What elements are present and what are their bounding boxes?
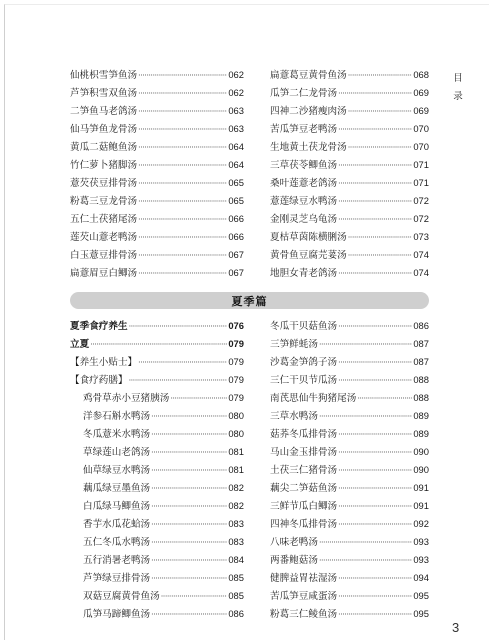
toc-entry[interactable] [70,605,244,623]
toc-leader-dots [161,588,228,606]
toc-leader-dots [151,462,227,480]
toc-entry[interactable] [270,192,429,210]
toc-entry-page: 062 [228,87,244,98]
toc-entry[interactable] [270,138,429,156]
toc-entry[interactable] [70,551,244,569]
toc-entry-page: 095 [413,608,429,619]
toc-leader-dots [138,354,227,372]
toc-entry-page: 076 [228,320,244,331]
toc-entry-page: 079 [228,338,244,349]
toc-entry-title: 立夏 [70,339,90,350]
toc-entry[interactable] [70,443,244,461]
toc-entry-page: 089 [413,410,429,421]
toc-entry[interactable] [270,174,429,192]
toc-leader-dots [338,121,412,139]
toc-entry-title: 三仁干贝节瓜汤 [270,375,338,386]
toc-leader-dots [338,85,412,103]
toc-entry[interactable] [270,533,429,551]
toc-leader-dots [151,606,227,624]
toc-entry-title: 五仁冬瓜水鸭汤 [83,537,151,548]
toc-entry[interactable] [270,551,429,569]
toc-leader-dots [348,229,413,247]
toc-leader-dots [129,318,228,336]
toc-entry-title: 两番鲍菇汤 [270,555,318,566]
toc-entry-title: 五行消暑老鸭汤 [83,555,151,566]
toc-column-top-left [70,66,244,282]
toc-entry-title: 桑叶莲薏老鸽汤 [270,178,338,189]
toc-entry[interactable] [70,335,244,353]
toc-entry[interactable] [70,353,244,371]
toc-leader-dots [338,606,412,624]
toc-entry-page: 073 [413,231,429,242]
toc-entry-title: 白玉薏豆排骨汤 [70,250,138,261]
toc-entry[interactable] [70,569,244,587]
toc-entry-title: 莲芡山薏老鸭汤 [70,232,138,243]
toc-entry-page: 063 [228,123,244,134]
toc-entry[interactable] [270,497,429,515]
toc-entry-title: 仙桃枳雪笋鱼汤 [70,70,138,81]
toc-entry-page: 090 [413,446,429,457]
toc-entry-title: 马山金玉排骨汤 [270,447,338,458]
toc-entry[interactable] [270,317,429,335]
toc-leader-dots [319,408,412,426]
toc-entry-title: 芦笋积雪双鱼汤 [70,88,138,99]
toc-entry-title: 冬瓜薏米水鸭汤 [83,429,151,440]
toc-entry-title: 粉葛三豆龙骨汤 [70,196,138,207]
toc-entry-page: 069 [413,87,429,98]
toc-leader-dots [138,175,227,193]
toc-leader-dots [138,121,227,139]
toc-entry-title: 草绿莲山老鸽汤 [83,447,151,458]
toc-entry-title: 生地黄土茯龙骨汤 [270,142,347,153]
toc-entry[interactable] [70,228,244,246]
toc-entry[interactable] [270,569,429,587]
toc-entry-page: 063 [228,105,244,116]
toc-entry-title: 三笋鲜蚝汤 [270,339,318,350]
toc-entry-title: 【养生小贴士】 [70,357,138,368]
toc-entry-page: 094 [413,572,429,583]
toc-entry-title: 藕瓜绿豆墨鱼汤 [83,483,151,494]
toc-leader-dots [319,552,412,570]
toc-entry-page: 067 [228,267,244,278]
toc-entry-title: 冬瓜干贝菇鱼汤 [270,321,338,332]
toc-leader-dots [138,229,227,247]
toc-entry-page: 070 [413,123,429,134]
toc-column-bottom-right [270,317,429,623]
toc-entry-page: 072 [413,195,429,206]
toc-column-top-right [270,66,429,282]
toc-entry-page: 068 [413,69,429,80]
toc-entry[interactable] [70,120,244,138]
toc-entry-title: 香芋水瓜花蛤汤 [83,519,151,530]
toc-entry-page: 081 [228,446,244,457]
page-number: 3 [452,620,460,635]
toc-entry-title: 黄骨鱼豆腐芫荽汤 [270,250,347,261]
toc-leader-dots [138,193,227,211]
toc-leader-dots [338,193,412,211]
toc-leader-dots [151,534,227,552]
toc-entry[interactable] [270,102,429,120]
toc-entry[interactable] [70,461,244,479]
toc-entry[interactable] [270,210,429,228]
toc-entry-page: 088 [413,392,429,403]
toc-entry[interactable] [70,533,244,551]
toc-leader-dots [138,103,227,121]
toc-leader-dots [348,67,413,85]
toc-entry-title: 健脾益胃祛湿汤 [270,573,338,584]
toc-entry-page: 085 [228,572,244,583]
toc-entry[interactable] [70,156,244,174]
toc-entry-page: 071 [413,177,429,188]
section-header-summer [70,292,429,309]
toc-entry[interactable] [270,264,429,282]
toc-entry-title: 扁薏眉豆白鲫汤 [70,268,138,279]
toc-entry[interactable] [270,587,429,605]
toc-entry-title: 仙草绿豆水鸭汤 [83,465,151,476]
toc-entry[interactable] [270,479,429,497]
toc-entry-title: 夏季食疗养生 [70,321,128,332]
side-tab-contents [452,70,464,106]
toc-entry[interactable] [270,353,429,371]
toc-entry-page: 074 [413,267,429,278]
toc-entry-title: 竹仁萝卜猪脚汤 [70,160,138,171]
toc-entry-title: 粉葛三仁鲮鱼汤 [270,609,338,620]
toc-entry-page: 067 [228,249,244,260]
toc-leader-dots [138,265,227,283]
toc-entry-page: 086 [413,320,429,331]
toc-entry-title: 二笋鱼马老鸽汤 [70,106,138,117]
toc-entry[interactable] [70,317,244,335]
toc-entry[interactable] [270,407,429,425]
toc-leader-dots [151,552,227,570]
toc-entry[interactable] [70,479,244,497]
toc-entry[interactable] [70,587,244,605]
toc-leader-dots [151,498,227,516]
toc-entry-page: 064 [228,141,244,152]
toc-entry-page: 093 [413,554,429,565]
toc-entry-page: 070 [413,141,429,152]
toc-entry[interactable] [70,515,244,533]
toc-entry-title: 三草茯苓鲫鱼汤 [270,160,338,171]
toc-leader-dots [338,175,412,193]
toc-entry-title: 三草水鸭汤 [270,411,318,422]
toc-entry-title: 扁薏葛豆黄骨鱼汤 [270,70,347,81]
toc-entry-page: 086 [228,608,244,619]
toc-entry[interactable] [270,371,429,389]
toc-entry-page: 095 [413,590,429,601]
toc-entry[interactable] [70,371,244,389]
toc-entry-title: 苦瓜笋豆老鸭汤 [270,124,338,135]
toc-entry-title: 薏莲绿豆水鸭汤 [270,196,338,207]
toc-entry-page: 066 [228,231,244,242]
toc-entry-page: 089 [413,428,429,439]
toc-entry-page: 080 [228,428,244,439]
toc-entry-title: 金刚灵芝乌龟汤 [270,214,338,225]
toc-leader-dots [151,426,227,444]
toc-entry-page: 091 [413,500,429,511]
toc-leader-dots [338,462,412,480]
toc-entry[interactable] [270,228,429,246]
toc-entry[interactable] [270,443,429,461]
toc-entry[interactable] [270,156,429,174]
toc-leader-dots [170,390,227,408]
toc-entry-title: 芦笋绿豆排骨汤 [83,573,151,584]
toc-entry-page: 080 [228,410,244,421]
toc-entry-page: 069 [413,105,429,116]
toc-entry-title: 八味老鸭汤 [270,537,318,548]
toc-entry[interactable] [70,246,244,264]
toc-entry-title: 瓜笋马蹄鲫鱼汤 [83,609,151,620]
toc-entry[interactable] [270,389,429,407]
toc-entry-page: 091 [413,482,429,493]
toc-entry-page: 065 [228,177,244,188]
toc-entry-page: 087 [413,338,429,349]
toc-entry-page: 085 [228,590,244,601]
toc-entry[interactable] [270,120,429,138]
toc-entry[interactable] [270,84,429,102]
toc-entry-title: 五仁土茯猪尾汤 [70,214,138,225]
toc-entry[interactable] [70,389,244,407]
toc-entry[interactable] [70,425,244,443]
toc-entry-title: 鸡骨草赤小豆猪胰汤 [83,393,170,404]
toc-leader-dots [348,139,413,157]
toc-entry[interactable] [70,192,244,210]
toc-entry[interactable] [70,84,244,102]
toc-entry[interactable] [270,605,429,623]
toc-entry-page: 079 [228,374,244,385]
toc-entry-page: 090 [413,464,429,475]
toc-entry-title: 藕尖二笋菇鱼汤 [270,483,338,494]
toc-leader-dots [338,265,412,283]
toc-entry-page: 066 [228,213,244,224]
toc-entry-title: 土茯三仁猪骨汤 [270,465,338,476]
toc-entry-page: 072 [413,213,429,224]
toc-leader-dots [138,247,227,265]
toc-leader-dots [151,444,227,462]
side-tab-char: 目 [453,73,463,84]
toc-leader-dots [151,516,227,534]
toc-entry-page: 088 [413,374,429,385]
toc-leader-dots [338,372,412,390]
toc-entry[interactable] [270,246,429,264]
toc-leader-dots [357,390,412,408]
toc-leader-dots [338,318,412,336]
toc-entry[interactable] [70,102,244,120]
toc-entry-title: 双菇豆腐黄骨鱼汤 [83,591,160,602]
toc-leader-dots [319,336,412,354]
toc-entry-page: 082 [228,482,244,493]
toc-leader-dots [338,480,412,498]
toc-entry[interactable] [270,461,429,479]
toc-leader-dots [151,570,227,588]
toc-entry-title: 仙马笋鱼龙骨汤 [70,124,138,135]
toc-leader-dots [338,498,412,516]
toc-entry-title: 白瓜绿马鲫鱼汤 [83,501,151,512]
toc-entry-page: 093 [413,536,429,547]
toc-entry-page: 062 [228,69,244,80]
toc-entry[interactable] [270,66,429,84]
side-tab-char: 录 [453,91,463,102]
toc-entry-title: 菇荞冬瓜排骨汤 [270,429,338,440]
toc-leader-dots [151,408,227,426]
toc-entry-page: 087 [413,356,429,367]
toc-entry[interactable] [270,335,429,353]
toc-entry-title: 苦瓜笋豆咸蛋汤 [270,591,338,602]
section-title: 夏季篇 [231,295,268,308]
toc-leader-dots [338,516,412,534]
toc-entry-page: 083 [228,518,244,529]
toc-leader-dots [348,103,413,121]
toc-leader-dots [319,534,412,552]
toc-entry[interactable] [70,174,244,192]
toc-entry-page: 081 [228,464,244,475]
toc-entry-page: 083 [228,536,244,547]
toc-entry[interactable] [270,425,429,443]
toc-entry-title: 洋参石斛水鸭汤 [83,411,151,422]
toc-leader-dots [338,426,412,444]
toc-entry[interactable] [70,210,244,228]
toc-leader-dots [338,354,412,372]
toc-entry-title: 黄瓜二菇鲍鱼汤 [70,142,138,153]
toc-entry-title: 瓜笋二仁龙骨汤 [270,88,338,99]
toc-entry-page: 079 [228,356,244,367]
toc-column-bottom-left [70,317,244,623]
toc-entry-title: 【食疗药膳】 [70,375,128,386]
toc-entry-page: 065 [228,195,244,206]
toc-entry-title: 沙葛金笋鸽子汤 [270,357,338,368]
toc-entry-page: 082 [228,500,244,511]
toc-entry-page: 084 [228,554,244,565]
toc-leader-dots [90,336,227,354]
toc-leader-dots [338,570,412,588]
toc-entry[interactable] [70,264,244,282]
toc-leader-dots [151,480,227,498]
toc-leader-dots [338,444,412,462]
toc-leader-dots [138,211,227,229]
toc-entry[interactable] [70,407,244,425]
toc-leader-dots [138,139,227,157]
toc-entry-title: 四神二沙猪瘦肉汤 [270,106,347,117]
toc-leader-dots [338,157,412,175]
toc-leader-dots [348,247,413,265]
toc-entry-page: 064 [228,159,244,170]
toc-leader-dots [129,372,228,390]
toc-leader-dots [138,67,227,85]
toc-entry-title: 薏芡茯豆排骨汤 [70,178,138,189]
toc-entry[interactable] [70,138,244,156]
toc-entry-page: 074 [413,249,429,260]
toc-entry-page: 071 [413,159,429,170]
toc-entry[interactable] [70,497,244,515]
toc-entry-page: 092 [413,518,429,529]
toc-leader-dots [138,85,227,103]
toc-entry-title: 三鲜节瓜白鲫汤 [270,501,338,512]
toc-entry-title: 四神冬瓜排骨汤 [270,519,338,530]
toc-leader-dots [338,211,412,229]
toc-entry[interactable] [270,515,429,533]
toc-entry[interactable] [70,66,244,84]
toc-entry-title: 夏枯草茵陈横脷汤 [270,232,347,243]
toc-entry-page: 079 [228,392,244,403]
toc-entry-title: 地胆女青老鸽汤 [270,268,338,279]
toc-entry-title: 南芪思仙牛狗猪尾汤 [270,393,357,404]
toc-leader-dots [138,157,227,175]
toc-leader-dots [338,588,412,606]
